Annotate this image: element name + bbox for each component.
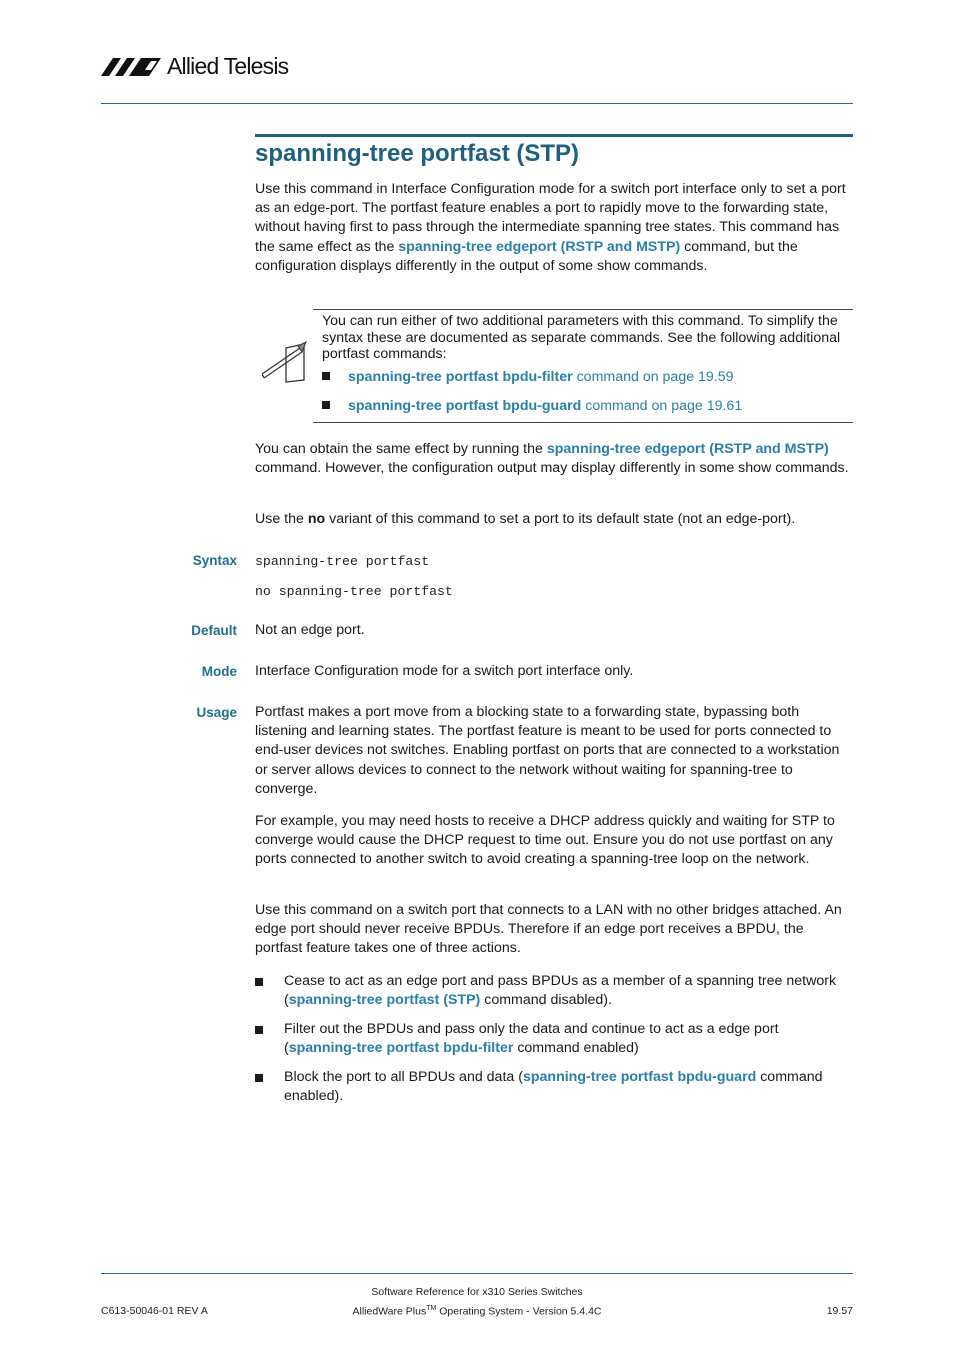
bullet-square: [255, 978, 263, 986]
bullet-text: Cease to act as an edge port and pass BPDUs as a member of a spanning tree network (: [284, 973, 837, 1009]
bullet-text: Block the port to all BPDUs and data (: [284, 1069, 523, 1085]
para2-text-cont: command. However, the configuration output may display differently in some show commands.: [255, 460, 849, 477]
intro-text: Use this command in Interface Configuration mode for a switch port interface only to set a port as an edge-port. The portfast feature enables a port to rapidly move to the forwarding state, without having first to pass through the intermediate spanning tree states. This command has the same effect as the: [255, 181, 846, 255]
footer-version: Operating System - Version 5.4.4C: [436, 1305, 602, 1318]
footer-doc-id: C613-50046-01 REV A: [101, 1305, 208, 1317]
mode-text: Interface Configuration mode for a switch port interface only.: [255, 663, 634, 679]
footer-rule: [101, 1273, 853, 1274]
note-bottom-rule: [313, 422, 853, 423]
usage-paragraph-2: For example, you may need hosts to receive a DHCP address quickly and waiting for STP to converge would cause the DHCP request to time out. Ensure you do not use portfast on any ports connected to another switch to avoid creating a spanning-tree loop on the network.: [255, 813, 835, 868]
link-edgeport-2[interactable]: spanning-tree edgeport (RSTP and MSTP): [546, 441, 829, 457]
bullet-text-cont: command disabled).: [480, 992, 612, 1009]
bullet-text-cont: command enabled).: [284, 1069, 823, 1105]
link-portfast-bpdu-guard[interactable]: spanning-tree portfast bpdu-guard: [522, 1069, 757, 1085]
note-item-page-ref[interactable]: command on page 19.59: [572, 369, 734, 385]
usage-bullet-text: [284, 1020, 854, 1058]
note-item: [322, 369, 734, 385]
page-number: 19.57: [826, 1305, 853, 1317]
link-bpdu-guard[interactable]: spanning-tree portfast bpdu-guard: [348, 398, 582, 414]
bullet-text-cont: command enabled): [513, 1040, 639, 1057]
usage-bullet-text: [284, 1068, 854, 1106]
footer-title: Software Reference for x310 Series Switches: [371, 1286, 583, 1298]
syntax-line-2: no spanning-tree portfast: [255, 584, 453, 599]
bullet-square: [255, 1026, 263, 1034]
mode-label: Mode: [201, 664, 237, 679]
paragraph-edgeport-alt: [255, 440, 853, 478]
footer-product: AlliedWare Plus: [352, 1305, 427, 1318]
brand-name: Allied Telesis: [167, 52, 289, 79]
allied-telesis-logo-mark: [101, 55, 163, 77]
para3-text-cont: variant of this command to set a port to its default state (not an edge-port).: [325, 511, 796, 527]
default-label: Default: [191, 623, 237, 638]
no-keyword: no: [307, 511, 326, 527]
company-logo: [101, 52, 301, 80]
note-text: You can run either of two additional parameters with this command. To simplify the syntax these are documented as separate commands. See the following additional portfast commands:: [322, 313, 841, 362]
note-top-rule: [313, 309, 853, 310]
footer-subtitle: [255, 1305, 699, 1318]
intro-paragraph: [255, 180, 853, 276]
usage-bullet-text: [284, 972, 854, 1010]
intro-text-cont: command, but the configuration displays differently in the output of some show commands.: [255, 238, 798, 274]
syntax-label: Syntax: [192, 553, 237, 568]
link-edgeport[interactable]: spanning-tree edgeport (RSTP and MSTP): [398, 238, 681, 255]
bullet-square: [322, 372, 330, 380]
link-portfast-stp[interactable]: spanning-tree portfast (STP): [288, 992, 481, 1009]
default-text: Not an edge port.: [255, 622, 365, 638]
page-title: spanning-tree portfast (STP): [255, 140, 580, 167]
title-rule: [255, 134, 853, 137]
note-pencil-icon: [262, 340, 308, 384]
para2-text: You can obtain the same effect by running the: [255, 441, 547, 457]
bullet-text: Filter out the BPDUs and pass only the data and continue to act as a edge port (: [284, 1021, 779, 1057]
paragraph-no-variant: [255, 510, 853, 529]
bullet-square: [322, 401, 330, 409]
usage-paragraph-3: Use this command on a switch port that connects to a LAN with no other bridges attached. An edge port should never receive BPDUs. Therefore if an edge port receives a BPDU, the portfast feature takes one of three actions.: [255, 902, 842, 957]
note-item-page-ref[interactable]: command on page 19.61: [581, 398, 743, 414]
para3-text: Use the: [255, 511, 308, 527]
usage-label: Usage: [196, 705, 237, 720]
bullet-square: [255, 1074, 263, 1082]
usage-paragraph-1: Portfast makes a port move from a blocking state to a forwarding state, bypassing both listening and learning states. The portfast feature is meant to be used for ports connected to end-user devices not switches. Enabling portfast on ports that are connected to a workstation or server allows devices to connect to the network without waiting for spanning-tree to converge.: [255, 704, 840, 797]
link-bpdu-filter[interactable]: spanning-tree portfast bpdu-filter: [348, 369, 573, 385]
link-portfast-bpdu-filter[interactable]: spanning-tree portfast bpdu-filter: [288, 1040, 514, 1057]
header-rule: [101, 103, 853, 104]
trademark: TM: [426, 1305, 437, 1312]
note-item: [322, 398, 742, 414]
syntax-line-1: spanning-tree portfast: [255, 554, 430, 569]
